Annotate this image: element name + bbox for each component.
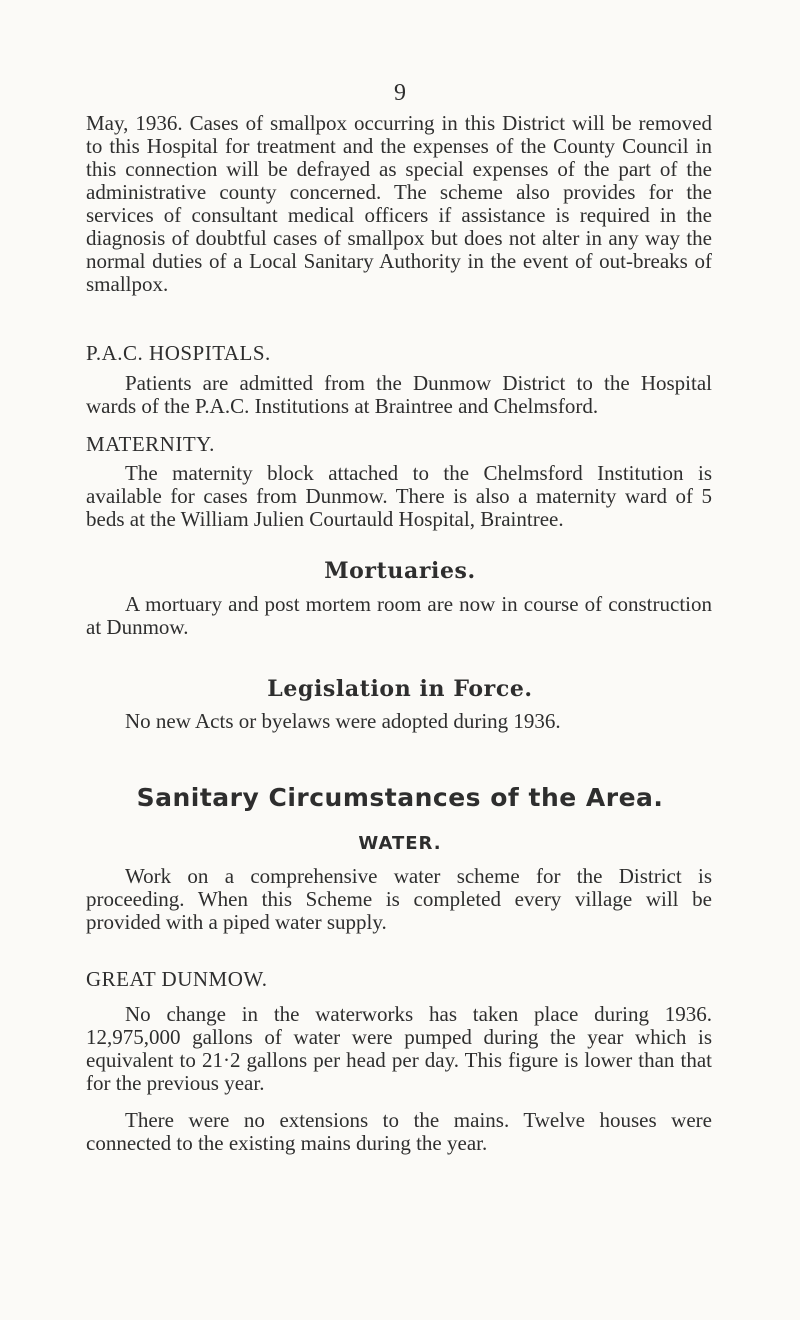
sanitary-circumstances-heading: Sanitary Circumstances of the Area. — [136, 783, 664, 812]
mortuaries-paragraph: A mortuary and post mortem room are now in course of construction at Dunmow. — [86, 592, 712, 639]
water-heading: WATER. — [358, 833, 442, 854]
pac-hospitals-heading: P.A.C. HOSPITALS. — [86, 341, 271, 365]
great-dunmow-paragraph-1: No change in the waterworks has taken place during 1936. 12,975,000 gallons of water were pumped during the year which is equivalent to 21·2 gallons per head per day. This figure is lower than that for the previous year. — [86, 1002, 712, 1095]
pac-hospitals-paragraph: Patients are admitted from the Dunmow District to the Hospital wards of the P.A.C. Institutions at Braintree and Chelmsford. — [86, 371, 712, 418]
smallpox-paragraph: May, 1936. Cases of smallpox occurring in this District will be removed to this Hospital for treatment and the expenses of the County Council in this connection will be defrayed as special expenses of the part of the administrative county concerned. The scheme also provides for the services of consultant medical officers if assistance is required in the diagnosis of doubtful cases of smallpox but does not alter in any way the normal duties of a Local Sanitary Authority in the event of out-breaks of smallpox. — [86, 111, 712, 296]
great-dunmow-paragraph-2: There were no extensions to the mains. Twelve houses were connected to the existing mains during the year. — [86, 1108, 712, 1155]
water-paragraph: Work on a comprehensive water scheme for the District is proceeding. When this Scheme is completed every village will be provided with a piped water supply. — [86, 864, 712, 934]
legislation-heading: Legislation in Force. — [267, 676, 533, 702]
page-number: 9 — [394, 80, 406, 106]
legislation-paragraph: No new Acts or byelaws were adopted during 1936. — [125, 709, 561, 733]
maternity-heading: MATERNITY. — [86, 432, 215, 456]
maternity-paragraph: The maternity block attached to the Chelmsford Institution is available for cases from Dunmow. There is also a maternity ward of 5 beds at the William Julien Courtauld Hospital, Braintree. — [86, 461, 712, 531]
great-dunmow-heading: GREAT DUNMOW. — [86, 967, 268, 991]
mortuaries-heading: Mortuaries. — [324, 558, 476, 584]
